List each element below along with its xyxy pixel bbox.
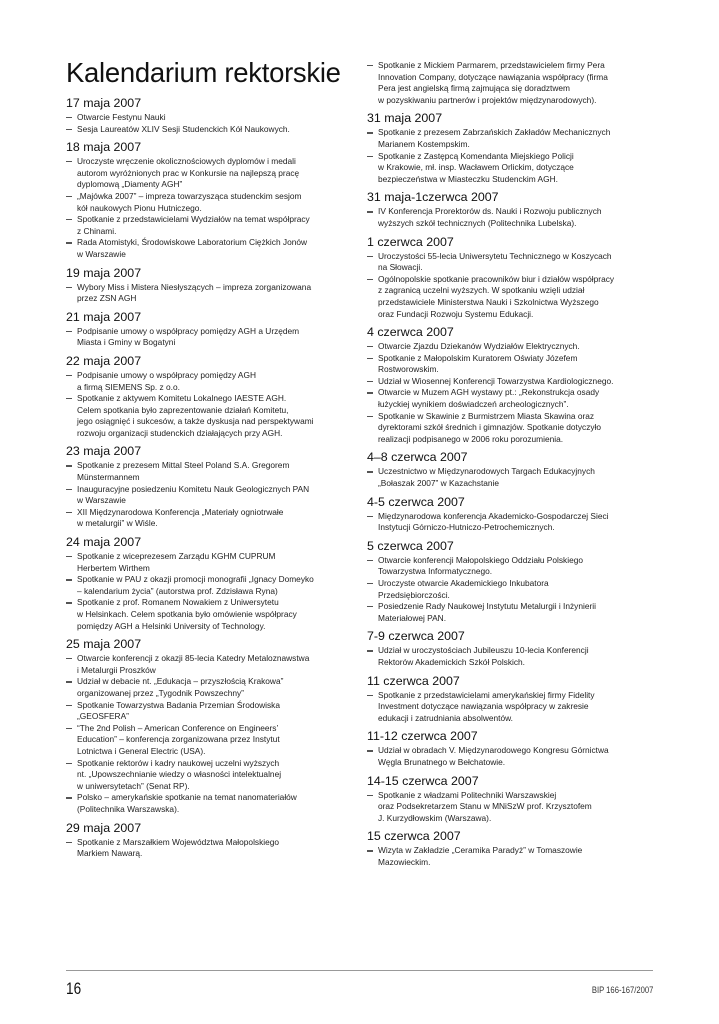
- event-text-line: Spotkanie z Małopolskim Kuratorem Oświaty Józefem: [378, 352, 578, 363]
- calendar-section: [367, 495, 657, 534]
- footer-divider: [66, 970, 653, 971]
- event-text-line: jego osiągnięć i sukcesów, a także dyskusja nad perspektywami: [77, 416, 314, 427]
- event-list: [367, 466, 657, 489]
- event-item: [66, 574, 354, 597]
- bullet-dash-icon: [66, 375, 72, 376]
- date-heading: 18 maja 2007: [66, 140, 142, 155]
- bullet-dash-icon: [66, 287, 72, 288]
- event-text-line: realizacji podpisanego w 2006 roku porozumienia.: [378, 433, 564, 444]
- event-text-line: „Bołaszak 2007” w Kazachstanie: [378, 478, 500, 489]
- date-heading: 15 czerwca 2007: [367, 829, 461, 844]
- event-text-line: Rostworowskim.: [378, 364, 439, 375]
- event-text-line: Spotkanie z prof. Romanem Nowakiem z Uniwersytetu: [77, 597, 279, 608]
- calendar-section: [367, 60, 657, 106]
- bullet-dash-icon: [367, 695, 373, 696]
- calendar-section: [367, 235, 657, 321]
- event-list: [66, 460, 354, 530]
- event-text-line: i Metalurgii Proszków: [77, 664, 156, 675]
- event-text-line: Spotkanie z władzami Politechniki Warszawskiej: [378, 789, 557, 800]
- event-item: [66, 676, 354, 699]
- event-text-line: dyplomową „Diamenty AGH”: [77, 179, 183, 190]
- event-text-line: Uroczyste otwarcie Akademickiego Inkubatora: [378, 578, 549, 588]
- event-text-line: nt. „Upowszechnianie wiedzy o własności intelektualnej: [77, 769, 282, 780]
- event-list: [66, 156, 354, 260]
- calendar-section: [367, 539, 657, 625]
- event-text-line: Spotkanie z Mickiem Parmarem, przedstawicielem firmy Pera: [378, 60, 605, 70]
- event-list: [367, 127, 657, 185]
- event-text-line: przedstawiciele Ministerstwa Nauki i Szkolnictwa Wyższego: [378, 296, 599, 307]
- event-text-line: edukacji i zatrudniania absolwentów.: [378, 712, 513, 723]
- event-text-line: J. Kurzydłowskim (Warszawa).: [378, 812, 492, 823]
- bullet-dash-icon: [66, 842, 72, 843]
- date-heading: 31 maja 2007: [367, 111, 443, 126]
- event-item: [66, 124, 354, 136]
- bullet-dash-icon: [66, 797, 72, 798]
- event-item: [66, 700, 354, 723]
- bullet-dash-icon: [66, 398, 72, 399]
- event-text-line: wyższych szkół technicznych (Politechnika Lubelska).: [378, 217, 577, 228]
- bullet-dash-icon: [66, 579, 72, 580]
- date-heading: 1 czerwca 2007: [367, 234, 454, 249]
- calendar-section: [367, 629, 657, 668]
- event-text-line: Markiem Nawarą.: [77, 848, 143, 859]
- calendar-section: [367, 774, 657, 825]
- event-text-line: Herbertem Wirthem: [77, 562, 150, 573]
- bullet-dash-icon: [367, 606, 373, 607]
- date-heading: 4-5 czerwca 2007: [367, 494, 465, 509]
- event-item: [66, 507, 354, 530]
- bullet-dash-icon: [66, 219, 72, 220]
- event-list: [367, 206, 657, 229]
- bullet-dash-icon: [66, 658, 72, 659]
- event-text-line: Uroczystości 55-lecia Uniwersytetu Technicznego w Koszycach: [378, 250, 612, 261]
- event-list: [367, 341, 657, 445]
- bullet-dash-icon: [66, 489, 72, 490]
- date-heading: 25 maja 2007: [66, 637, 142, 652]
- calendar-section: [367, 325, 657, 445]
- event-text-line: Marianem Kostempskim.: [378, 138, 470, 149]
- event-item: [66, 370, 354, 393]
- bullet-dash-icon: [66, 512, 72, 513]
- event-text-line: Wizyta w Zakładzie „Ceramika Paradyż” w Tomaszowie: [378, 845, 583, 856]
- page-title: Kalendarium rektorskie: [66, 57, 341, 88]
- event-list: [367, 845, 657, 868]
- calendar-section: [66, 354, 354, 440]
- event-text-line: XII Międzynarodowa Konferencja „Materiały ogniotrwałe: [77, 506, 284, 517]
- event-text-line: dyrektorami szkół średnich i gimnazjów. Spotkanie dotyczyło: [378, 422, 602, 433]
- event-item: [367, 578, 657, 601]
- event-text-line: w Helsinkach. Celem spotkania było omówienie współpracy: [77, 609, 297, 619]
- event-item: [367, 376, 657, 388]
- event-text-line: Materiałowej PAN.: [378, 612, 447, 623]
- bullet-dash-icon: [66, 465, 72, 466]
- event-list: [367, 511, 657, 534]
- bullet-dash-icon: [66, 161, 72, 162]
- calendar-section: [367, 729, 657, 768]
- date-heading: 4 czerwca 2007: [367, 325, 454, 340]
- event-text-line: Education” – konferencja zorganizowana przez Instytut: [77, 734, 280, 745]
- event-item: [367, 466, 657, 489]
- event-text-line: w Krakowie, mł. insp. Wacławem Orlickim, dotyczące: [378, 162, 574, 173]
- bullet-dash-icon: [66, 763, 72, 764]
- event-text-line: bezpieczeństwa w Miasteczku Studenckim AGH.: [378, 173, 558, 184]
- event-text-line: Spotkanie z Zastępcą Komendanta Miejskiego Policji: [378, 150, 574, 161]
- calendar-section: [66, 637, 354, 815]
- bullet-dash-icon: [367, 279, 373, 280]
- event-item: [66, 837, 354, 860]
- left-column: [66, 56, 354, 865]
- event-text-line: Przedsiębiorczości.: [378, 589, 450, 600]
- event-text-line: Spotkanie w Skawinie z Burmistrzem Miasta Skawina oraz: [378, 410, 595, 421]
- event-text-line: Spotkanie rektorów i kadry naukowej uczelni wyższych: [77, 757, 280, 768]
- event-item: [66, 484, 354, 507]
- event-text-line: Międzynarodowa konferencja Akademicko-Gospodarczej Sieci: [378, 510, 609, 521]
- bullet-dash-icon: [66, 705, 72, 706]
- bullet-dash-icon: [66, 602, 72, 603]
- event-text-line: kół naukowych Pionu Hutniczego.: [77, 202, 202, 213]
- calendar-section: [66, 535, 354, 632]
- event-item: [66, 112, 354, 124]
- bullet-dash-icon: [367, 358, 373, 359]
- event-text-line: Lotnictwa i General Electric (USA).: [77, 745, 206, 756]
- bullet-dash-icon: [367, 211, 373, 212]
- event-text-line: Sesja Laureatów XLIV Sesji Studenckich Kół Naukowych.: [77, 123, 290, 134]
- event-item: [367, 341, 657, 353]
- event-text-line: Otwarcie Festynu Nauki: [77, 112, 166, 122]
- event-text-line: Udział w debacie nt. „Edukacja – przyszłością Krakowa”: [77, 676, 284, 687]
- date-heading: 5 czerwca 2007: [367, 538, 454, 553]
- event-text-line: Towarzystwa Informatycznego.: [378, 566, 493, 577]
- event-text-line: Spotkanie z prezesem Zabrzańskich Zakładów Mechanicznych: [378, 127, 611, 138]
- event-item: [66, 758, 354, 793]
- bullet-dash-icon: [367, 65, 373, 66]
- event-text-line: Podpisanie umowy o współpracy pomiędzy AGH: [77, 369, 257, 380]
- event-list: [66, 551, 354, 632]
- bullet-dash-icon: [367, 795, 373, 796]
- calendar-section: [66, 266, 354, 305]
- date-heading: 23 maja 2007: [66, 444, 142, 459]
- bullet-dash-icon: [367, 583, 373, 584]
- event-item: [367, 127, 657, 150]
- event-text-line: z Chinami.: [77, 225, 117, 236]
- event-item: [367, 60, 657, 106]
- event-text-line: a firmą SIEMENS Sp. z o.o.: [77, 381, 180, 392]
- event-text-line: na Słowacji.: [378, 262, 423, 273]
- event-item: [367, 411, 657, 446]
- event-item: [367, 601, 657, 624]
- left-sections: [66, 96, 354, 860]
- event-item: [66, 653, 354, 676]
- calendar-section: [367, 450, 657, 489]
- event-text-line: Rektorów Akademickich Szkół Polskich.: [378, 656, 525, 667]
- event-item: [66, 460, 354, 483]
- calendar-section: [66, 310, 354, 349]
- bullet-dash-icon: [367, 132, 373, 133]
- event-text-line: w metalurgii” w Wiśle.: [77, 518, 158, 529]
- date-heading: 14-15 czerwca 2007: [367, 773, 479, 788]
- event-item: [66, 156, 354, 191]
- event-text-line: w pozyskiwaniu partnerów i projektów międzynarodowych).: [378, 94, 597, 105]
- event-text-line: pomiędzy AGH a Helsinki University of Technology.: [77, 620, 266, 631]
- event-list: [66, 112, 354, 135]
- date-heading: 11 czerwca 2007: [367, 673, 460, 688]
- event-text-line: Investment dotyczące nawiązania współpracy w zakresie: [378, 701, 589, 712]
- event-text-line: Podpisanie umowy o współpracy pomiędzy AGH a Urzędem: [77, 325, 300, 336]
- event-text-line: Spotkanie z przedstawicielami Wydziałów na temat współpracy: [77, 214, 310, 225]
- event-text-line: w Warszawie: [77, 248, 126, 259]
- event-item: [367, 790, 657, 825]
- bullet-dash-icon: [367, 471, 373, 472]
- event-text-line: łużyckiej wynikiem doświadczeń archeologicznych”.: [378, 399, 569, 410]
- bullet-dash-icon: [66, 242, 72, 243]
- event-list: [66, 282, 354, 305]
- date-heading: 31 maja-1czerwca 2007: [367, 190, 499, 205]
- right-sections: [367, 60, 657, 869]
- bullet-dash-icon: [367, 392, 373, 393]
- event-text-line: Uczestnictwo w Międzynarodowych Targach Edukacyjnych: [378, 466, 595, 477]
- event-text-line: rozwoju organizacji studenckich działających przy AGH.: [77, 427, 283, 438]
- event-text-line: autorom wyróżnionych prac w Konkursie na najlepszą pracę: [77, 167, 300, 178]
- bullet-dash-icon: [367, 560, 373, 561]
- event-item: [66, 326, 354, 349]
- bullet-dash-icon: [367, 850, 373, 851]
- event-item: [367, 555, 657, 578]
- event-text-line: „Majówka 2007” – impreza towarzysząca studenckim sesjom: [77, 190, 302, 201]
- event-item: [367, 206, 657, 229]
- event-item: [66, 214, 354, 237]
- bullet-dash-icon: [66, 129, 72, 130]
- event-text-line: Pera jest angielską firmą zajmująca się doradztwem: [378, 83, 570, 94]
- event-list: [367, 645, 657, 668]
- event-text-line: Celem spotkania było zaprezentowanie działań Komitetu,: [77, 404, 289, 415]
- event-item: [367, 274, 657, 320]
- event-text-line: Münstermannem: [77, 472, 140, 483]
- event-text-line: Innovation Company, dotyczące nawiązania współpracy (firma: [378, 71, 608, 82]
- right-column: [367, 60, 657, 874]
- bullet-dash-icon: [367, 346, 373, 347]
- bullet-dash-icon: [367, 516, 373, 517]
- event-item: [367, 511, 657, 534]
- event-text-line: w uniwersytetach” (Senat RP).: [77, 780, 190, 791]
- event-text-line: Rada Atomistyki, Środowiskowe Laboratorium Ciężkich Jonów: [77, 237, 308, 248]
- event-text-line: Polsko – amerykańskie spotkanie na temat nanomateriałów: [77, 792, 297, 803]
- bullet-dash-icon: [367, 381, 373, 382]
- calendar-section: [367, 190, 657, 229]
- event-list: [66, 326, 354, 349]
- bullet-dash-icon: [367, 156, 373, 157]
- event-text-line: Udział w obradach V. Międzynarodowego Kongresu Górnictwa: [378, 745, 609, 756]
- event-text-line: Mazowieckim.: [378, 856, 431, 867]
- event-item: [66, 597, 354, 632]
- event-text-line: z zagranicą uczelni wyższych. W spotkaniu wzięli udział: [378, 285, 585, 296]
- publication-issue: BIP 166-167/2007: [591, 985, 653, 995]
- event-text-line: Inauguracyjne posiedzeniu Komitetu Nauk Geologicznych PAN: [77, 483, 310, 494]
- date-heading: 21 maja 2007: [66, 309, 142, 324]
- bullet-dash-icon: [367, 650, 373, 651]
- bullet-dash-icon: [367, 750, 373, 751]
- event-text-line: Ogólnopolskie spotkanie pracowników biur i działów współpracy: [378, 273, 615, 284]
- bullet-dash-icon: [66, 331, 72, 332]
- calendar-section: [367, 674, 657, 725]
- event-text-line: Spotkanie z prezesem Mittal Steel Poland S.A. Gregorem: [77, 460, 290, 471]
- bullet-dash-icon: [66, 728, 72, 729]
- event-list: [66, 653, 354, 815]
- event-list: [367, 555, 657, 625]
- calendar-section: [367, 111, 657, 185]
- event-text-line: organizowanej przez „Tygodnik Powszechny”: [77, 687, 244, 698]
- date-heading: 11-12 czerwca 2007: [367, 729, 478, 744]
- event-item: [66, 237, 354, 260]
- event-text-line: – kalendarium życia” (autorstwa prof. Zdzisława Ryna): [77, 585, 278, 596]
- calendar-section: [66, 821, 354, 860]
- calendar-section: [66, 96, 354, 135]
- date-heading: 24 maja 2007: [66, 535, 142, 550]
- event-item: [66, 792, 354, 815]
- event-text-line: oraz Fundacji Rozwoju Systemu Edukacji.: [378, 308, 534, 319]
- bullet-dash-icon: [66, 196, 72, 197]
- event-item: [367, 690, 657, 725]
- event-list: [367, 745, 657, 768]
- calendar-section: [367, 829, 657, 868]
- event-text-line: (Politechnika Warszawska).: [77, 803, 180, 814]
- calendar-section: [66, 140, 354, 260]
- date-heading: 19 maja 2007: [66, 265, 142, 280]
- event-text-line: IV Konferencja Prorektorów ds. Nauki i Rozwoju publicznych: [378, 206, 602, 217]
- event-list: [66, 837, 354, 860]
- event-text-line: Spotkanie Towarzystwa Badania Przemian Środowiska: [77, 699, 280, 710]
- event-item: [367, 745, 657, 768]
- event-text-line: Udział w uroczystościach Jubileuszu 10-lecia Konferencji: [378, 645, 589, 656]
- event-text-line: w Warszawie: [77, 495, 126, 506]
- bullet-dash-icon: [367, 416, 373, 417]
- date-heading: 17 maja 2007: [66, 96, 142, 110]
- event-text-line: Spotkanie w PAU z okazji promocji monografii „Ignacy Domeyko: [77, 574, 314, 585]
- bullet-dash-icon: [66, 681, 72, 682]
- event-item: [66, 723, 354, 758]
- event-text-line: Miasta i Gminy w Bogatyni: [77, 337, 176, 348]
- event-text-line: “The 2nd Polish – American Conference on Engineers’: [77, 722, 279, 733]
- event-text-line: Instytucji Górniczo-Hutniczo-Petrochemicznych.: [378, 522, 555, 533]
- event-list: [367, 251, 657, 321]
- date-heading: 4–8 czerwca 2007: [367, 450, 468, 465]
- event-item: [66, 393, 354, 439]
- date-heading: 7-9 czerwca 2007: [367, 629, 465, 644]
- event-text-line: oraz Podsekretarzem Stanu w MNiSzW prof. Krzysztofem: [378, 801, 592, 812]
- bullet-dash-icon: [367, 256, 373, 257]
- event-text-line: Spotkanie z aktywem Komitetu Lokalnego IAESTE AGH.: [77, 393, 287, 404]
- event-text-line: Otwarcie konferencji z okazji 85-lecia Katedry Metaloznawstwa: [77, 653, 310, 664]
- event-text-line: Spotkanie z Marszałkiem Województwa Małopolskiego: [77, 836, 280, 847]
- date-heading: 22 maja 2007: [66, 353, 142, 368]
- event-list: [367, 60, 657, 106]
- event-text-line: przez ZSN AGH: [77, 293, 137, 304]
- event-item: [367, 151, 657, 186]
- page-number: 16: [66, 979, 82, 998]
- event-list: [367, 690, 657, 725]
- event-item: [367, 251, 657, 274]
- event-text-line: Posiedzenie Rady Naukowej Instytutu Metalurgii i Inżynierii: [378, 601, 596, 612]
- event-text-line: Otwarcie w Muzem AGH wystawy pt.: „Rekonstrukcja osady: [378, 387, 600, 398]
- event-text-line: Otwarcie konferencji Małopolskiego Oddziału Polskiego: [378, 554, 583, 565]
- event-item: [367, 845, 657, 868]
- event-item: [66, 282, 354, 305]
- event-text-line: „GEOSFERA”: [77, 711, 129, 722]
- bullet-dash-icon: [66, 556, 72, 557]
- event-list: [367, 790, 657, 825]
- bullet-dash-icon: [66, 117, 72, 118]
- event-text-line: Spotkanie z przedstawicielami amerykańskiej firmy Fidelity: [378, 689, 595, 700]
- event-item: [66, 551, 354, 574]
- event-item: [367, 387, 657, 410]
- event-item: [367, 645, 657, 668]
- event-list: [66, 370, 354, 440]
- event-text-line: Otwarcie Zjazdu Dziekanów Wydziałów Elektrycznych.: [378, 341, 580, 352]
- event-text-line: Węgla Brunatnego w Bełchatowie.: [378, 756, 506, 767]
- calendar-section: [66, 444, 354, 530]
- event-text-line: Uroczyste wręczenie okolicznościowych dyplomów i medali: [77, 156, 296, 167]
- event-item: [367, 353, 657, 376]
- event-text-line: Udział w Wiosennej Konferencji Towarzystwa Kardiologicznego.: [378, 375, 614, 386]
- date-heading: 29 maja 2007: [66, 820, 142, 835]
- event-item: [66, 191, 354, 214]
- event-text-line: Wybory Miss i Mistera Niesłyszących – impreza zorganizowana: [77, 281, 312, 292]
- event-text-line: Spotkanie z wiceprezesem Zarządu KGHM CUPRUM: [77, 551, 276, 562]
